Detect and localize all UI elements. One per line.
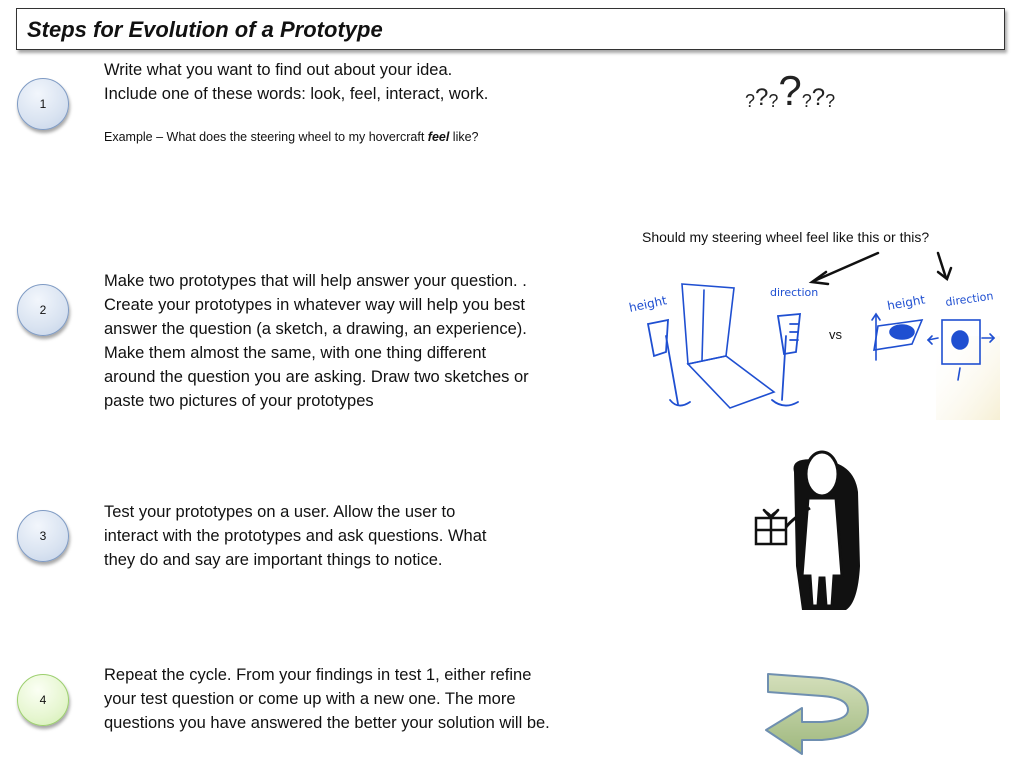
sketch-caption: Should my steering wheel feel like this or this?	[642, 229, 930, 245]
sketch-middle-lever	[772, 314, 800, 406]
direction-label-left: direction	[770, 286, 819, 299]
step-1-text	[104, 58, 488, 106]
question-mark: ?	[811, 84, 826, 111]
step-2-circle	[17, 284, 69, 336]
step-3-number: 3	[39, 529, 47, 543]
step-4-line: questions you have answered the better your solution will be.	[104, 714, 550, 732]
sketch-left-lever	[648, 320, 690, 406]
question-mark: ?	[745, 91, 756, 111]
step-1-circle	[17, 78, 69, 130]
question-mark: ?	[801, 91, 812, 111]
sketch-right-pad	[872, 314, 922, 360]
sketch-left-chair	[682, 284, 774, 408]
height-label-left: height	[627, 293, 669, 315]
user-head	[806, 452, 838, 496]
step-1-number: 1	[39, 97, 47, 111]
example-prefix: Example – What does the steering wheel to my hovercraft	[104, 130, 428, 144]
step-2-line: answer the question (a sketch, a drawing, an experience).	[104, 320, 527, 338]
user-figure-illustration	[742, 446, 866, 618]
question-mark: ?	[778, 67, 802, 114]
step-4-line: Repeat the cycle. From your findings in test 1, either refine	[104, 666, 532, 684]
gift-box-icon	[756, 510, 786, 544]
example-emphasis: feel	[427, 130, 450, 144]
step-1-line: Include one of these words: look, feel, interact, work.	[104, 85, 489, 103]
direction-label-right: direction	[944, 289, 995, 309]
step-2-line: paste two pictures of your prototypes	[104, 392, 374, 410]
question-mark: ?	[825, 91, 836, 111]
step-4-text	[104, 663, 550, 735]
paper-shade	[936, 336, 1000, 420]
step-2-line: Make two prototypes that will help answer your question. .	[104, 272, 527, 290]
prototype-sketches	[626, 276, 1000, 420]
step-3-circle	[17, 510, 69, 562]
height-label-right: height	[886, 292, 927, 313]
step-3-line: Test your prototypes on a user. Allow the user to	[104, 503, 456, 521]
question-marks	[745, 62, 835, 112]
step-2-number: 2	[39, 303, 47, 317]
question-mark: ?	[768, 91, 779, 111]
example-suffix: like?	[449, 130, 479, 144]
step-3-line: they do and say are important things to notice.	[104, 551, 443, 569]
step-1-line: Write what you want to find out about your idea.	[104, 61, 453, 79]
step-4-line: your test question or come up with a new one. The more	[104, 690, 516, 708]
slide-title: Steps for Evolution of a Prototype	[27, 17, 383, 42]
step-4-circle	[17, 674, 69, 726]
slide-title-box	[16, 8, 1005, 50]
step-2-line: Make them almost the same, with one thing different	[104, 344, 487, 362]
step-2-line: Create your prototypes in whatever way will help you best	[104, 296, 525, 314]
step-3-text	[104, 500, 486, 572]
step-2-line: around the question you are asking. Draw two sketches or	[104, 368, 529, 386]
question-mark: ?	[755, 84, 769, 111]
step-2-text	[104, 269, 529, 413]
step-1-example	[104, 130, 479, 144]
step-3-line: interact with the prototypes and ask questions. What	[104, 527, 487, 545]
vs-label: vs	[829, 327, 842, 342]
step-4-number: 4	[39, 693, 47, 707]
repeat-cycle-arrow-icon	[762, 670, 874, 758]
